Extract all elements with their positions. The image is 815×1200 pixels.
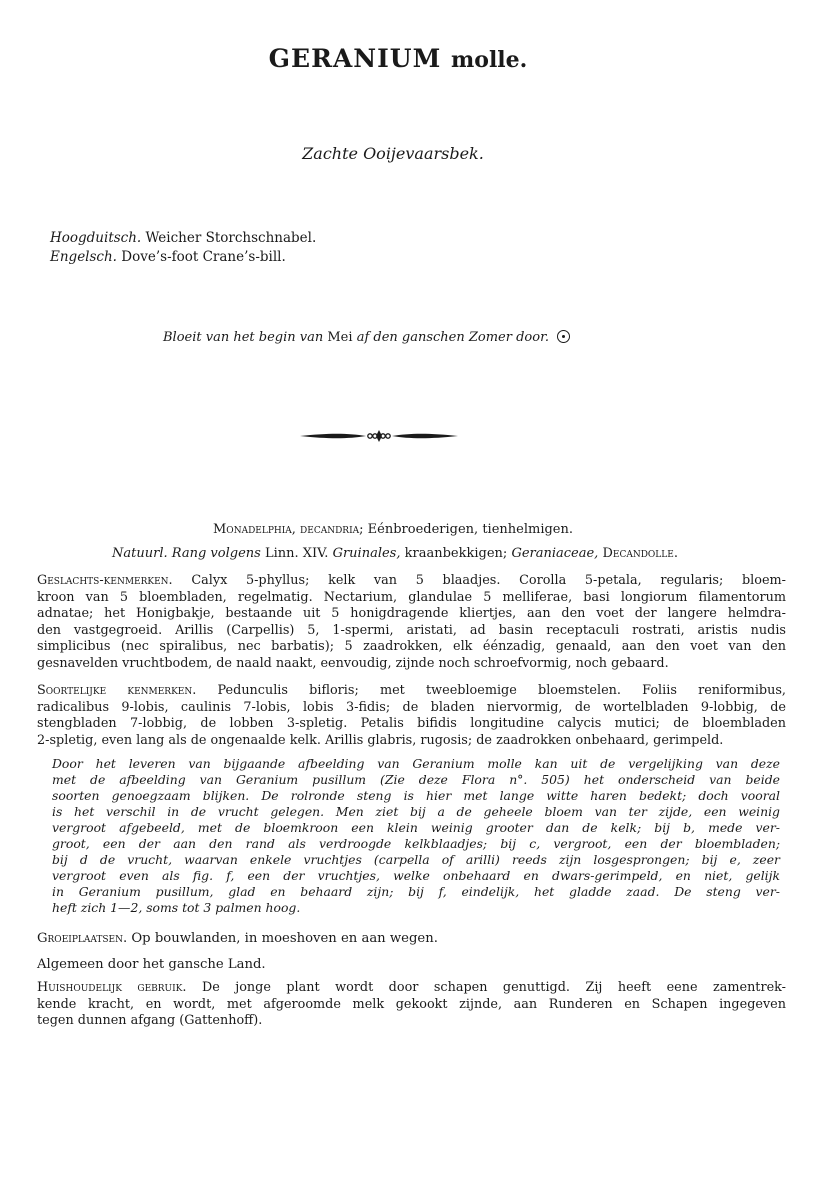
text-line: kende kracht, en wordt, met afgeroomde melk gekookt zijnde, aan Runderen en Schapen ingegeven — [37, 996, 786, 1012]
text-line: simplicibus (nec spiralibus, nec barbatis); 5 zaadrokken, elk éénzadig, genaald, aan den voet van den — [37, 639, 786, 654]
vernacular-name: Dove’s-foot Crane’s-bill. — [121, 249, 286, 265]
vernacular-english — [50, 249, 286, 265]
annual-symbol-icon — [557, 330, 570, 343]
habitat — [37, 931, 438, 946]
text-line: 2-spletig, even lang als de ongenaalde kelk. Arillis glabris, rugosis; de zaadrokken onbehaard, gerimpeld. — [37, 732, 724, 748]
text-line: tegen dunnen afgang (Gattenhoff). — [37, 1013, 263, 1028]
text-line: adnatae; het Honigbakje, bestaande uit 5 honigdragende kliertjes, aan den voet der langere helmdra- — [37, 606, 786, 621]
text-line: kroon van 5 bloembladen, regelmatig. Nectarium, glandulae 5 melliferae, basi longiorum filamentorum — [37, 589, 786, 605]
text-line: gesnavelden vruchtbodem, de naald naakt, eenvoudig, zijnde noch schroefvormig, noch gebaard. — [37, 655, 669, 671]
text-line: Calyx 5-phyllus; kelk van 5 blaadjes. Corolla 5-petala, regularis; bloem- — [191, 573, 786, 588]
text-line: vergroot afgebeeld, met de bloemkroon een klein weinig grooter dan de kelk; bij b, mede ver- — [52, 820, 780, 835]
natural-rank-family: Geraniaceae, — [511, 546, 599, 561]
natural-rank-order-dutch: kraanbekkigen; — [404, 546, 508, 561]
text-line: groot, een der aan den rand als verdroogde kelkblaadjes; bij c, vergroot, een der bloembladen; — [52, 836, 780, 851]
genus-name: GERANIUM — [268, 44, 442, 73]
text-line: den vastgegroeid. Arillis (Carpellis) 5, 1-spermi, aristati, ad basin receptaculi rostrati, aristis nudis — [37, 622, 786, 638]
system-dutch: ; Eénbroederigen, tienhelmigen. — [359, 522, 573, 537]
flowering-text-a: Bloeit van het begin van — [163, 330, 324, 345]
text-line: soorten genoegzaam blijken. De rolronde steng is hier met lange witte haren bedekt; doch vooral — [52, 788, 780, 803]
text-line: bij d de vrucht, waarvan enkele vruchtjes (carpella of arilli) reeds zijn losgesprongen; bij e, zeer — [52, 852, 780, 867]
vernacular-name: Weicher Storchschnabel. — [145, 230, 317, 246]
species-name: molle. — [451, 47, 528, 73]
text-line: stengbladen 7-lobbig, de lobben 3-spletig. Petalis bifidis longitudine calycis mutici; de bloembladen — [37, 716, 786, 731]
uses-heading: Huishoudelijk gebruik. — [37, 980, 187, 995]
habitat-heading: Groeiplaatsen. — [37, 931, 128, 946]
text-line: vergroot even als fig. f, een der vruchtjes, welke onbehaard en dwars-gerimpeld, en niet, gelijk — [52, 868, 780, 883]
flowering-period — [163, 330, 570, 345]
natural-rank — [0, 546, 790, 561]
natural-rank-linn: Linn. XIV. — [264, 546, 329, 561]
system-latin: Monadelphia, decandria — [213, 522, 360, 537]
genus-heading: Geslachts-kenmerken. — [37, 573, 173, 588]
dutch-common-name: Zachte Ooijevaarsbek. — [302, 144, 484, 163]
text-line: De jonge plant wordt door schapen genuttigd. Zij heeft eene zamentrek- — [201, 980, 786, 995]
distribution: Algemeen door het gansche Land. — [37, 957, 266, 972]
plant-title — [0, 44, 796, 73]
vernacular-language: Hoogduitsch. — [50, 230, 142, 246]
household-use — [37, 980, 786, 1030]
text-line: in Geranium pusillum, glad en behaard zijn; bij f, eindelijk, het gladde zaad. De steng ver- — [52, 884, 780, 899]
genus-characters — [37, 573, 786, 672]
ornamental-divider-icon — [298, 427, 460, 445]
vernacular-german — [50, 230, 316, 246]
vernacular-language: Engelsch. — [50, 249, 117, 265]
linnaean-system — [0, 522, 786, 537]
species-characters — [37, 683, 786, 749]
habitat-text: Op bouwlanden, in moeshoven en aan wegen. — [131, 931, 438, 946]
description — [52, 756, 780, 916]
text-line: radicalibus 9-lobis, caulinis 7-lobis, lobis 3-fidis; de bladen niervormig, de wortelbladen 9-lobbig, de — [37, 699, 786, 715]
text-line: heft zich 1—2, soms tot 3 palmen hoog. — [52, 900, 301, 915]
flowering-text-c: af den ganschen Zomer door. — [356, 330, 549, 345]
text-line: is het verschil in de vrucht gelegen. Men ziet bij a de geheele bloem van ter zijde, een weinig — [52, 804, 780, 819]
flowering-month: Mei — [327, 330, 353, 345]
text-line: Door het leveren van bijgaande afbeelding van Geranium molle kan uit de vergelijking van deze — [52, 756, 780, 771]
text-line: Pedunculis bifloris; met tweebloemige bloemstelen. Foliis reniformibus, — [217, 683, 786, 698]
text-line: met de afbeelding van Geranium pusillum (Zie deze Flora n°. 505) het onderscheid van beide — [52, 772, 780, 787]
species-heading: Soortelijke kenmerken. — [37, 683, 197, 698]
natural-rank-label: Natuurl. Rang volgens — [112, 546, 261, 561]
natural-rank-author: Decandolle. — [602, 546, 678, 561]
natural-rank-order: Gruinales, — [332, 546, 401, 561]
